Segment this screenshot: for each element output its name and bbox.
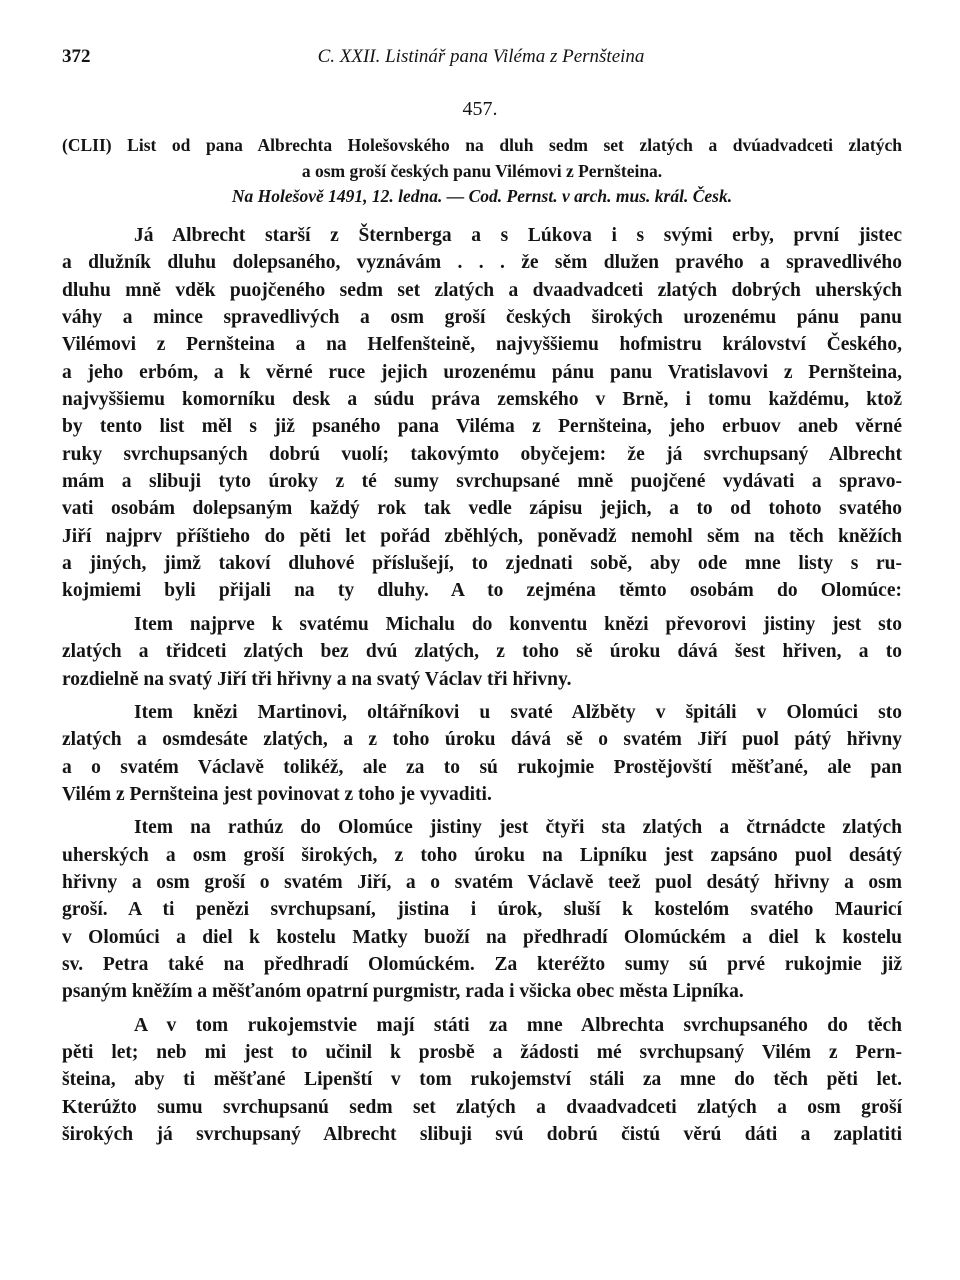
text-line: váhy a mince spravedlivých a osm groší českých širokých urozenému pánu panu [62,307,902,329]
running-title: C. XXII. Listinář pana Viléma z Pernšteina [317,46,645,67]
text-line: vati osobám dolepsaným každý rok tak vedle zápisu jejich, a to od tohoto svatého [62,498,902,520]
text-line: dluhu mně vděk puojčeného sedm set zlatých a dvaadvadceti zlatých dobrých uherských [62,279,902,301]
running-header [62,46,900,74]
text-line: a jiných, jimž takoví dluhové příslušejí, to zjednati sobě, aby ode mne listy s ru- [62,553,902,575]
regest-line: a osm groší českých panu Vilémovi z Pernšteina. [301,161,663,181]
paragraph [62,611,902,693]
text-line: hřivny a osm groší o svatém Jiří, a o svatém Václavě teež puol desátý hřivny a osm [62,871,902,893]
text-line: najvyššiemu komorníku desk a súdu práva zemského v Brně, i tomu každému, ktož [62,389,902,411]
paragraph [62,699,902,808]
document-regest [62,132,902,184]
text-line: Item najprve k svatému Michalu do konventu knězi převorovi jistiny jest sto [134,613,902,635]
text-line: uherských a osm groší širokých, z toho úroku na Lipníku jest zapsáno puol desátý [62,844,902,866]
text-line: pěti let; neb mi jest to učinil k prosbě a žádosti mé svrchupsaný Vilém z Pern- [62,1041,902,1063]
paragraph [62,222,902,605]
text-line: psaným kněžím a měšťanóm opatrní purgmistr, rada i všicka obec města Lipníka. [62,981,744,1003]
text-line: by tento list měl s již psaného pana Viléma z Pernšteina, jeho erbuov aneb věrné [62,416,902,438]
text-line: Kterúžto sumu svrchupsanú sedm set zlatých a dvaadvadceti zlatých a osm groší [62,1096,902,1118]
text-line: v Olomúci a diel k kostelu Matky buoží na předhradí Olomúckém a diel k kostelu [62,926,902,948]
text-line: Vilém z Pernšteina jest povinovat z toho je vyvaditi. [62,783,492,805]
paragraph [62,1012,902,1149]
text-line: Item knězi Martinovi, oltářníkovi u svaté Alžběty v špitáli v Olomúci sto [134,701,902,723]
text-line: a jeho erbóm, a k věrné ruce jejich urozenému pánu panu Vratislavovi z Pernšteina, [62,361,902,383]
regest-line: (CLII) List od pana Albrechta Holešovského na dluh sedm set zlatých a dvúadvadceti zlatých [62,135,902,155]
text-line: groší. A ti penězi svrchupsaní, jistina i úrok, sluší k kostelóm svatého Mauricí [62,899,902,921]
text-line: sv. Petra také na předhradí Olomúckém. Za kteréžto sumy sú prvé rukojmie již [62,953,902,975]
text-line: kojmiemi byli přijali na ty dluhy. A to zejména těmto osobám do Olomúce: [62,580,902,602]
text-line: Vilémovi z Pernšteina a na Helfenšteině, najvyššiemu hofmistru království Českého, [62,334,902,356]
text-line: Já Albrecht starší z Šternberga a s Lúkova i s svými erby, první jistec [134,225,902,246]
text-line: ruky svrchupsaných dobrú vuolí; takovýmto obyčejem: že já svrchupsaný Albrecht [62,443,902,465]
text-line: A v tom rukojemstvie mají státi za mne Albrechta svrchupsaného do těch [134,1014,902,1036]
source-citation: Na Holešově 1491, 12. ledna. — Cod. Pernst. v arch. mus. král. Česk. [231,186,733,206]
text-line: a dlužník dluhu dolepsaného, vyznávám . . . že sěm dlužen pravého a spravedlivého [62,252,902,274]
text-line: Jiří najprv příštieho do pěti let pořád zběhlých, poněvadž nemohl sěm na těch kněžích [62,525,902,547]
text-line: Item na rathúz do Olomúce jistiny jest čtyři sta zlatých a čtrnádcte zlatých [134,817,902,839]
document-number: 457. [462,98,498,120]
document-body [62,222,902,1148]
text-line: zlatých a osmdesáte zlatých, a z toho úroku dává sě o svatém Jiří puol pátý hřivny [62,729,902,751]
text-line: a o svatém Václavě tolikéž, ale za to sú rukojmie Prostějovští měšťané, ale pan [62,756,902,778]
paragraph [62,814,902,1005]
text-line: širokých já svrchupsaný Albrecht slibuji svú dobrú čistú věrú dáti a zaplatiti [62,1124,902,1145]
text-line: rozdielně na svatý Jiří tři hřivny a na svatý Václav tři hřivny. [62,668,572,690]
text-line: zlatých a třidceti zlatých bez dvú zlatých, z toho sě úroku dává šest hřiven, a to [62,641,902,663]
page-number: 372 [62,46,91,67]
text-line: mám a slibuji tyto úroky z té sumy svrchupsané mně puojčené vydávati a spravo- [62,471,902,493]
text-line: šteina, aby ti měšťané Lipenští v tom rukojemství stáli za mne do těch pěti let. [62,1069,902,1091]
